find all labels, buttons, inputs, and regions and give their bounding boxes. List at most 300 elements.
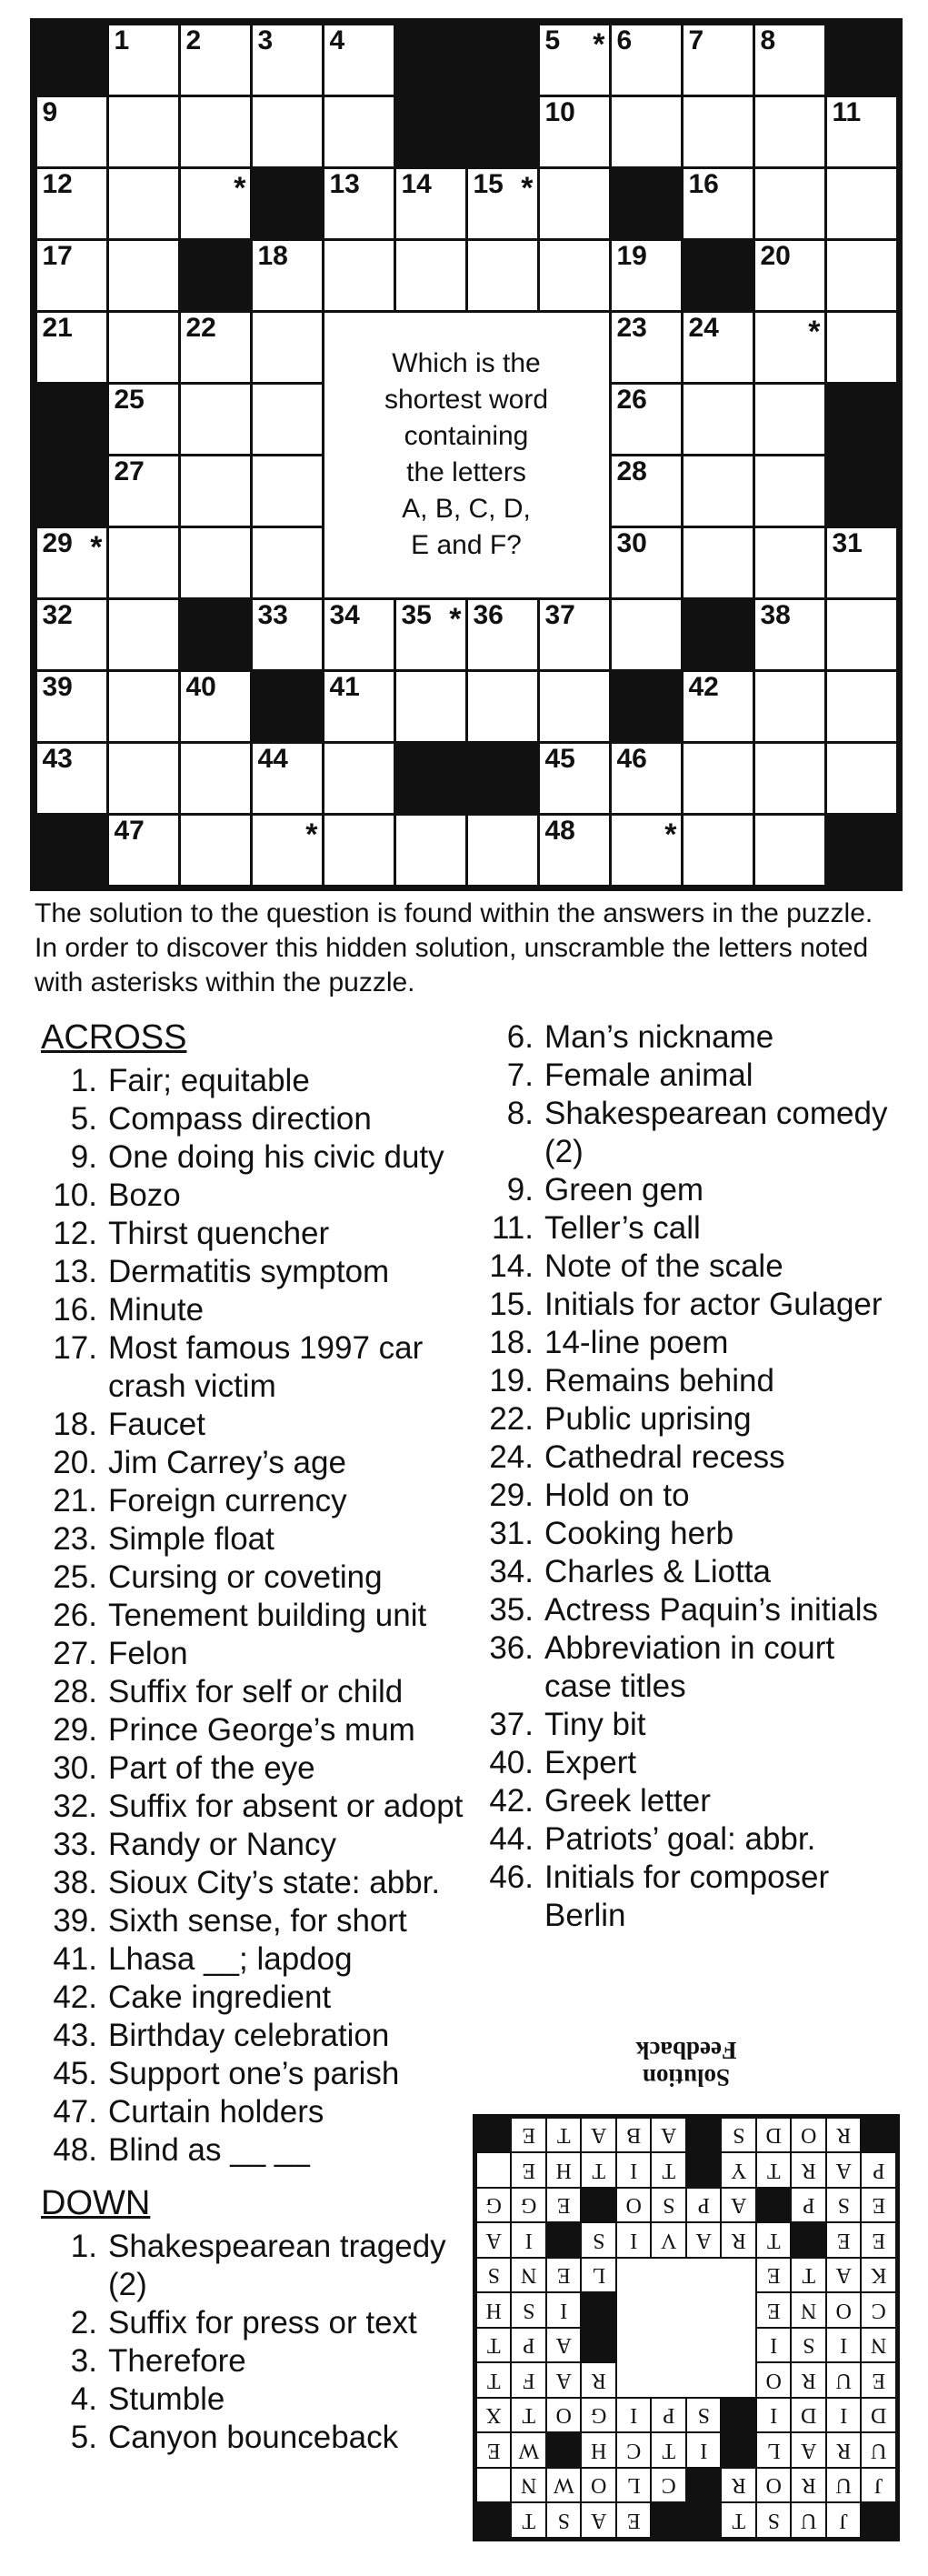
clue-num: 45. xyxy=(53,2056,97,2091)
solution-cell: P xyxy=(687,2189,721,2222)
solution-cell: A xyxy=(687,2224,721,2258)
solution-cell: O xyxy=(547,2399,581,2432)
grid-cell[interactable] xyxy=(37,97,106,166)
clue-item xyxy=(41,1749,477,1788)
grid-cell[interactable] xyxy=(253,313,322,382)
clue-num: 11. xyxy=(491,1210,534,1246)
grid-cell[interactable] xyxy=(181,672,250,741)
clue-item xyxy=(41,1597,477,1635)
clue-item xyxy=(41,2419,477,2457)
solution-cell: I xyxy=(757,2399,791,2432)
clue-text: Randy or Nancy xyxy=(108,1827,336,1862)
question-text: Which is the shortest word containing the letters A, B, C, D, E and F? xyxy=(384,348,549,560)
grid-cell[interactable] xyxy=(109,672,178,741)
grid-cell[interactable] xyxy=(396,672,465,741)
grid-cell[interactable] xyxy=(37,600,106,669)
clue-text: Sioux City’s state: abbr. xyxy=(108,1865,441,1900)
grid-cell[interactable] xyxy=(755,241,824,310)
grid-cell[interactable] xyxy=(109,600,178,669)
solution-cell: O xyxy=(617,2189,651,2222)
solution-cell: S xyxy=(547,2504,581,2538)
clue-text: Greek letter xyxy=(544,1783,711,1819)
grid-cell[interactable] xyxy=(468,672,537,741)
solution-cell: S xyxy=(827,2189,861,2222)
solution-cell: I xyxy=(617,2224,651,2258)
solution-cell: I xyxy=(617,2399,651,2432)
solution-cell xyxy=(477,2469,511,2502)
solution-cell: T xyxy=(513,2399,546,2432)
solution-feedback xyxy=(473,2032,900,2541)
clue-item xyxy=(477,1820,904,1859)
solution-cell: Y xyxy=(723,2154,756,2188)
clue-num: 8. xyxy=(506,1096,534,1131)
clue-num: 1. xyxy=(70,2229,97,2264)
grid-cell[interactable] xyxy=(684,97,753,166)
solution-cell: E xyxy=(513,2119,546,2152)
solution-cell: I xyxy=(827,2329,861,2362)
solution-cell: R xyxy=(723,2469,756,2502)
grid-cell[interactable] xyxy=(827,744,896,813)
clue-text: Initials for composer Berlin xyxy=(544,1859,830,1933)
solution-cell: T xyxy=(653,2154,686,2188)
clue-number: 43 xyxy=(42,743,73,774)
grid-cell[interactable] xyxy=(253,25,322,95)
clue-item xyxy=(477,1515,904,1553)
asterisk-mark: * xyxy=(664,817,677,852)
solution-cell: J xyxy=(827,2504,861,2538)
grid-cell[interactable] xyxy=(109,313,178,382)
grid-cell[interactable] xyxy=(684,816,753,885)
clue-number: 46 xyxy=(616,743,647,774)
solution-cell: K xyxy=(863,2259,896,2292)
grid-cell[interactable] xyxy=(755,25,824,95)
grid-cell[interactable] xyxy=(181,744,250,813)
solution-cell: I xyxy=(827,2399,861,2432)
clue-text: Initials for actor Gulager xyxy=(544,1287,883,1322)
solution-cell: T xyxy=(583,2154,616,2188)
grid-cell[interactable] xyxy=(181,313,250,382)
grid-cell[interactable] xyxy=(684,528,753,597)
grid-cell[interactable] xyxy=(324,25,394,95)
grid-cell[interactable] xyxy=(540,169,609,238)
grid-cell[interactable] xyxy=(755,528,824,597)
clue-number: 25 xyxy=(114,384,145,415)
down-clues-continued xyxy=(477,1018,904,1935)
clue-num: 17. xyxy=(53,1330,97,1366)
solution-cell: S xyxy=(687,2399,721,2432)
clue-number: 44 xyxy=(257,743,288,774)
clue-num: 30. xyxy=(53,1750,97,1786)
clue-num: 20. xyxy=(53,1445,97,1480)
grid-cell[interactable] xyxy=(109,169,178,238)
grid-cell[interactable] xyxy=(253,97,322,166)
grid-cell[interactable] xyxy=(324,600,394,669)
clue-text: Suffix for self or child xyxy=(108,1674,404,1709)
grid-cell[interactable] xyxy=(181,25,250,95)
clue-number: 23 xyxy=(616,312,647,343)
solution-cell: F xyxy=(513,2364,546,2398)
grid-cell[interactable] xyxy=(612,385,681,454)
grid-cell[interactable] xyxy=(755,97,824,166)
solution-cell: L xyxy=(757,2434,791,2468)
grid-cell[interactable] xyxy=(468,169,537,238)
clue-num: 43. xyxy=(53,2018,97,2053)
grid-cell[interactable] xyxy=(468,816,537,885)
clue-number: 4 xyxy=(329,25,345,55)
clue-item xyxy=(41,1864,477,1902)
grid-cell[interactable] xyxy=(181,97,250,166)
grid-cell[interactable] xyxy=(37,744,106,813)
solution-cell: T xyxy=(757,2224,791,2258)
grid-cell[interactable] xyxy=(253,456,322,526)
grid-cell[interactable] xyxy=(181,385,250,454)
solution-cell: T xyxy=(653,2434,686,2468)
clue-num: 18. xyxy=(53,1407,97,1442)
clue-text: Part of the eye xyxy=(108,1750,315,1786)
grid-cell[interactable] xyxy=(540,600,609,669)
grid-cell[interactable] xyxy=(684,744,753,813)
clue-num: 28. xyxy=(53,1674,97,1709)
clue-text: Abbreviation in court case titles xyxy=(544,1630,835,1704)
clue-number: 36 xyxy=(473,599,504,630)
clue-number: 38 xyxy=(760,599,791,630)
clue-num: 9. xyxy=(70,1139,97,1175)
clue-item xyxy=(477,1400,904,1438)
clue-number: 34 xyxy=(329,599,360,630)
grid-cell[interactable] xyxy=(755,385,824,454)
grid-cell[interactable] xyxy=(253,744,322,813)
clue-num: 3. xyxy=(70,2343,97,2379)
grid-cell[interactable] xyxy=(396,600,465,669)
solution-cell: O xyxy=(827,2294,861,2328)
clue-item xyxy=(477,1171,904,1209)
clue-number: 24 xyxy=(688,312,719,343)
clue-number: 33 xyxy=(257,599,288,630)
clue-number: 35 xyxy=(401,599,432,630)
solution-cell: E xyxy=(863,2364,896,2398)
solution-cell: R xyxy=(793,2364,826,2398)
clue-num: 36. xyxy=(489,1630,534,1666)
grid-cell[interactable] xyxy=(612,456,681,526)
clue-number: 19 xyxy=(616,240,647,271)
grid-cell[interactable] xyxy=(684,672,753,741)
grid-cell[interactable] xyxy=(684,456,753,526)
clue-item xyxy=(477,1706,904,1744)
solution-cell: A xyxy=(547,2364,581,2398)
grid-cell[interactable] xyxy=(540,672,609,741)
clue-num: 44. xyxy=(489,1821,534,1857)
down-heading: DOWN xyxy=(41,2184,151,2222)
grid-cell[interactable] xyxy=(612,744,681,813)
grid-cell[interactable] xyxy=(540,97,609,166)
grid-cell[interactable] xyxy=(827,313,896,382)
clue-number: 15 xyxy=(473,168,504,199)
grid-cell[interactable] xyxy=(37,528,106,597)
grid-cell[interactable] xyxy=(37,169,106,238)
grid-cell[interactable] xyxy=(468,241,537,310)
asterisk-mark: * xyxy=(449,601,462,636)
solution-cell: E xyxy=(547,2259,581,2292)
clue-text: Hold on to xyxy=(544,1478,690,1513)
solution-center-box xyxy=(617,2259,755,2397)
grid-cell[interactable] xyxy=(109,456,178,526)
grid-cell[interactable] xyxy=(181,169,250,238)
solution-cell: E xyxy=(617,2504,651,2538)
clue-num: 40. xyxy=(489,1745,534,1780)
grid-cell[interactable] xyxy=(540,25,609,95)
clue-num: 42. xyxy=(53,1980,97,2015)
grid-cell[interactable] xyxy=(612,313,681,382)
clue-text: Foreign currency xyxy=(108,1483,347,1519)
solution-cell: D xyxy=(757,2119,791,2152)
solution-cell: I xyxy=(617,2154,651,2188)
clue-num: 19. xyxy=(489,1363,534,1398)
solution-cell: B xyxy=(617,2119,651,2152)
grid-cell[interactable] xyxy=(253,816,322,885)
solution-cell: T xyxy=(793,2259,826,2292)
grid-cell[interactable] xyxy=(755,169,824,238)
clue-num: 4. xyxy=(70,2381,97,2417)
clue-item xyxy=(41,1520,477,1559)
clue-number: 42 xyxy=(688,671,719,702)
clue-number: 22 xyxy=(185,312,216,343)
solution-cell: P xyxy=(653,2399,686,2432)
clue-item xyxy=(41,1406,477,1444)
grid-cell[interactable] xyxy=(612,816,681,885)
clue-text: 14-line poem xyxy=(544,1325,729,1360)
solution-cell: O xyxy=(757,2364,791,2398)
grid-cell[interactable] xyxy=(109,97,178,166)
grid-cell[interactable] xyxy=(324,241,394,310)
clue-num: 38. xyxy=(53,1865,97,1900)
grid-cell[interactable] xyxy=(253,600,322,669)
clue-number: 41 xyxy=(329,671,360,702)
clue-number: 18 xyxy=(257,240,288,271)
clue-text: Lhasa __; lapdog xyxy=(108,1941,353,1977)
clue-number: 21 xyxy=(42,312,73,343)
clue-number: 37 xyxy=(544,599,575,630)
grid-cell[interactable] xyxy=(684,313,753,382)
grid-cell[interactable] xyxy=(755,313,824,382)
clue-number: 10 xyxy=(544,96,575,127)
grid-cell[interactable] xyxy=(827,600,896,669)
clue-item xyxy=(41,1902,477,1940)
solution-cell: E xyxy=(757,2294,791,2328)
solution-cell: H xyxy=(477,2294,511,2328)
clue-item xyxy=(41,1215,477,1253)
grid-cell[interactable] xyxy=(612,25,681,95)
grid-cell[interactable] xyxy=(755,600,824,669)
grid-cell[interactable] xyxy=(540,744,609,813)
clue-num: 46. xyxy=(489,1859,534,1895)
crossword-grid xyxy=(30,18,903,891)
across-clues xyxy=(41,1018,477,2457)
solution-title: Solution Feedback xyxy=(635,2037,737,2091)
clue-text: Patriots’ goal: abbr. xyxy=(544,1821,816,1857)
grid-cell[interactable] xyxy=(755,744,824,813)
grid-cell[interactable] xyxy=(827,241,896,310)
clue-item xyxy=(41,1711,477,1749)
clue-num: 27. xyxy=(53,1636,97,1671)
clue-text: Tenement building unit xyxy=(108,1598,427,1633)
clue-number: 20 xyxy=(760,240,791,271)
clue-number: 2 xyxy=(185,25,202,55)
grid-cell[interactable] xyxy=(612,241,681,310)
clue-item xyxy=(41,1100,477,1138)
solution-cell: R xyxy=(583,2364,616,2398)
clue-text: Suffix for press or text xyxy=(108,2305,417,2340)
clue-item xyxy=(477,1782,904,1820)
grid-cell[interactable] xyxy=(612,528,681,597)
solution-cell: A xyxy=(583,2504,616,2538)
solution-cell: A xyxy=(547,2329,581,2362)
clue-number: 7 xyxy=(688,25,704,55)
solution-cell: V xyxy=(653,2224,686,2258)
clue-num: 37. xyxy=(489,1707,534,1742)
clue-num: 32. xyxy=(53,1789,97,1824)
grid-cell[interactable] xyxy=(755,456,824,526)
clue-number: 27 xyxy=(114,456,145,486)
grid-cell[interactable] xyxy=(253,385,322,454)
clue-item xyxy=(477,1859,904,1935)
clue-text: Charles & Liotta xyxy=(544,1554,772,1589)
clue-item xyxy=(477,1057,904,1095)
solution-cell: N xyxy=(513,2469,546,2502)
clue-text: Female animal xyxy=(544,1057,753,1093)
solution-cell: S xyxy=(793,2329,826,2362)
clue-num: 12. xyxy=(53,1216,97,1251)
grid-cell[interactable] xyxy=(324,97,394,166)
clue-item xyxy=(41,2055,477,2093)
grid-cell[interactable] xyxy=(468,600,537,669)
solution-cell: U xyxy=(863,2434,896,2468)
solution-cell: G xyxy=(583,2399,616,2432)
clue-item xyxy=(477,1324,904,1362)
grid-cell[interactable] xyxy=(37,313,106,382)
clue-text: Man’s nickname xyxy=(544,1019,774,1055)
solution-cell: J xyxy=(863,2469,896,2502)
clue-text: Cursing or coveting xyxy=(108,1559,383,1595)
clue-text: Expert xyxy=(544,1745,637,1780)
grid-cell[interactable] xyxy=(109,744,178,813)
grid-cell[interactable] xyxy=(396,169,465,238)
solution-cell: R xyxy=(793,2154,826,2188)
grid-cell[interactable] xyxy=(396,241,465,310)
clue-text: Cathedral recess xyxy=(544,1439,785,1475)
grid-cell[interactable] xyxy=(109,816,178,885)
clue-text: Dermatitis symptom xyxy=(108,1254,390,1289)
grid-cell[interactable] xyxy=(324,672,394,741)
solution-cell: E xyxy=(547,2189,581,2222)
clue-num: 15. xyxy=(489,1287,534,1322)
grid-cell[interactable] xyxy=(684,385,753,454)
clue-num: 13. xyxy=(53,1254,97,1289)
grid-cell[interactable] xyxy=(827,97,896,166)
clue-num: 29. xyxy=(489,1478,534,1513)
grid-cell[interactable] xyxy=(540,241,609,310)
clue-text: Birthday celebration xyxy=(108,2018,390,2053)
solution-cell: N xyxy=(793,2294,826,2328)
grid-cell[interactable] xyxy=(396,816,465,885)
grid-cell[interactable] xyxy=(181,456,250,526)
clue-item xyxy=(477,1095,904,1171)
grid-cell[interactable] xyxy=(684,169,753,238)
grid-cell[interactable] xyxy=(253,528,322,597)
clue-number: 14 xyxy=(401,168,432,199)
clue-item xyxy=(41,1482,477,1520)
solution-cell: E xyxy=(513,2154,546,2188)
clue-item xyxy=(41,1940,477,1979)
grid-cell[interactable] xyxy=(612,600,681,669)
clue-item xyxy=(41,2093,477,2131)
clue-num: 14. xyxy=(489,1248,534,1284)
clue-text: Thirst quencher xyxy=(108,1216,330,1251)
solution-cell: L xyxy=(617,2469,651,2502)
clue-item xyxy=(41,1635,477,1673)
solution-cell: R xyxy=(793,2469,826,2502)
grid-cell[interactable] xyxy=(109,528,178,597)
solution-cell: S xyxy=(477,2259,511,2292)
grid-cell[interactable] xyxy=(109,25,178,95)
clue-text: Simple float xyxy=(108,1521,274,1557)
clue-item xyxy=(41,1177,477,1215)
grid-cell[interactable] xyxy=(324,169,394,238)
grid-cell[interactable] xyxy=(324,744,394,813)
solution-cell: C xyxy=(653,2469,686,2502)
clue-number: 32 xyxy=(42,599,73,630)
grid-cell[interactable] xyxy=(37,672,106,741)
grid-cell[interactable] xyxy=(181,816,250,885)
clue-text: Curtain holders xyxy=(108,2094,324,2130)
grid-cell[interactable] xyxy=(109,385,178,454)
solution-cell: S xyxy=(653,2189,686,2222)
clue-text: Jim Carrey’s age xyxy=(108,1445,346,1480)
grid-cell[interactable] xyxy=(253,241,322,310)
grid-cell[interactable] xyxy=(755,816,824,885)
solution-cell: A xyxy=(477,2224,511,2258)
grid-cell[interactable] xyxy=(540,816,609,885)
grid-cell[interactable] xyxy=(684,25,753,95)
grid-cell[interactable] xyxy=(827,528,896,597)
clue-number: 45 xyxy=(544,743,575,774)
solution-cell: E xyxy=(863,2224,896,2258)
clue-num: 6. xyxy=(506,1019,534,1055)
solution-cell: E xyxy=(863,2189,896,2222)
clue-num: 41. xyxy=(53,1941,97,1977)
grid-cell[interactable] xyxy=(827,672,896,741)
clue-number: 5 xyxy=(544,25,561,55)
grid-cell[interactable] xyxy=(324,816,394,885)
clue-item xyxy=(477,1591,904,1629)
grid-cell[interactable] xyxy=(109,241,178,310)
clue-num: 39. xyxy=(53,1903,97,1939)
grid-cell[interactable] xyxy=(37,241,106,310)
asterisk-mark: * xyxy=(808,314,821,349)
clue-num: 34. xyxy=(489,1554,534,1589)
solution-cell: R xyxy=(827,2119,861,2152)
clue-item xyxy=(477,1477,904,1515)
grid-cell[interactable] xyxy=(181,528,250,597)
clue-number: 48 xyxy=(544,815,575,846)
grid-cell[interactable] xyxy=(827,169,896,238)
grid-cell[interactable] xyxy=(612,97,681,166)
clue-number: 28 xyxy=(616,456,647,486)
clue-text: Public uprising xyxy=(544,1401,752,1437)
grid-cell[interactable] xyxy=(755,672,824,741)
solution-cell: U xyxy=(827,2469,861,2502)
clue-item xyxy=(41,1826,477,1864)
instructions-text: The solution to the question is found within the answers in the puzzle. In order to discover this hidden solution, unscramble the letters noted with asterisks within the puzzle. xyxy=(35,898,873,997)
